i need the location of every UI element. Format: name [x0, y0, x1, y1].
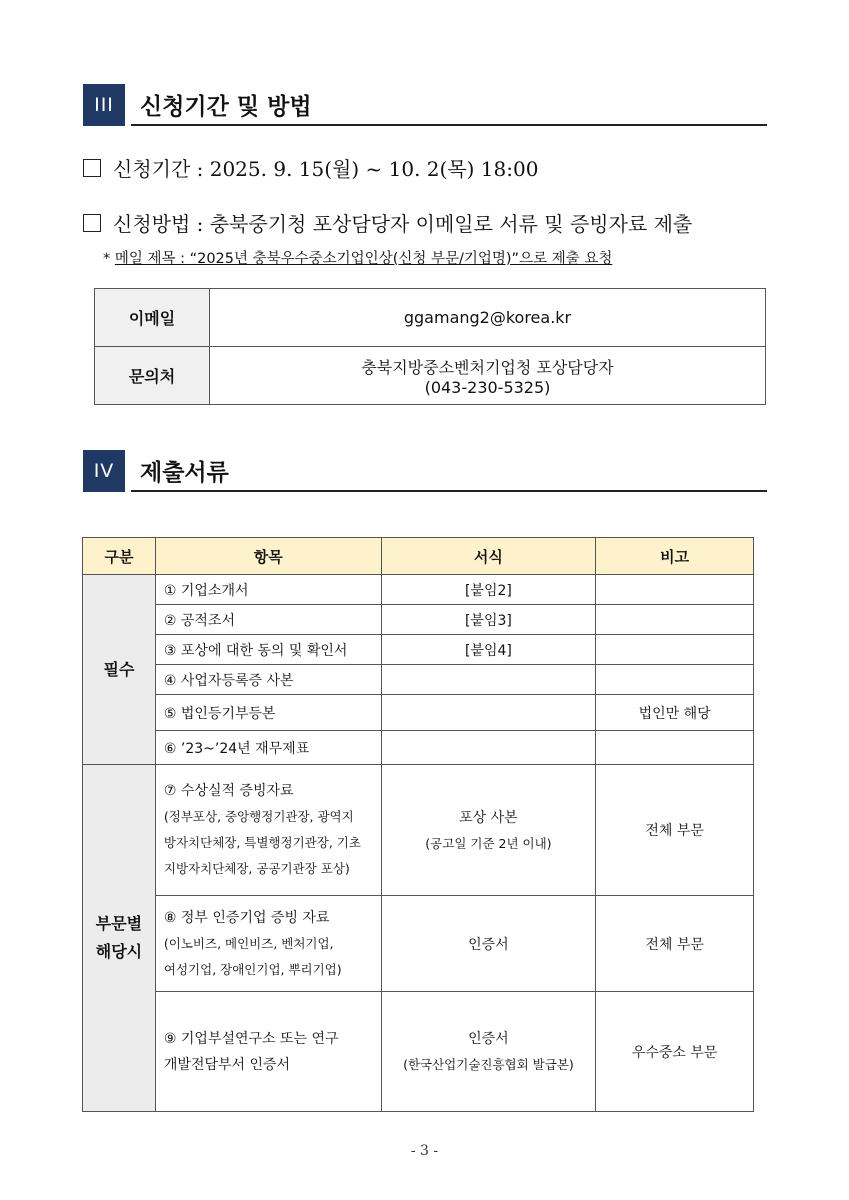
remark-cell — [596, 575, 754, 605]
remark-cell: 우수중소 부문 — [596, 992, 754, 1112]
form-cell: [붙임4] — [381, 635, 596, 665]
application-method — [83, 208, 692, 237]
section-3-title: 신청기간 및 방법 — [140, 94, 312, 120]
row7-desc-3: 지방자치단체장, 공공기관장 포상) — [163, 861, 350, 876]
remark-cell: 전체 부문 — [596, 765, 754, 896]
row7-desc-2: 방자치단체장, 특별행정기관장, 기초 — [163, 835, 361, 850]
email-value: ggamang2@korea.kr — [210, 289, 766, 347]
checkbox-square-icon — [83, 214, 101, 232]
table-row — [83, 731, 754, 765]
inquiry-value — [210, 347, 766, 405]
remark-cell: 법인만 해당 — [596, 695, 754, 731]
form-cell — [381, 731, 596, 765]
application-period — [83, 153, 538, 182]
table-row — [83, 665, 754, 695]
table-header-row — [83, 538, 754, 575]
note-asterisk: * — [103, 251, 111, 267]
remark-cell: 전체 부문 — [596, 896, 754, 992]
table-row — [95, 289, 766, 347]
inquiry-office: 충북지방중소벤처기업청 포상담당자 — [361, 357, 614, 377]
section-4-number: IV — [83, 450, 125, 492]
remark-cell — [596, 635, 754, 665]
category-required: 필수 — [83, 575, 156, 765]
table-row — [83, 635, 754, 665]
table-row — [83, 765, 754, 896]
header-form: 서식 — [381, 538, 596, 575]
page-number: - 3 - — [410, 1143, 439, 1159]
category-optional-line1: 부문별 — [95, 914, 143, 933]
row9-form-note: (한국산업기술진흥협회 발급본) — [403, 1057, 574, 1072]
section-3-number: III — [83, 84, 125, 126]
item-cell — [155, 992, 381, 1112]
remark-cell — [596, 665, 754, 695]
application-method-text: 신청방법 : 충북중기청 포상담당자 이메일로 서류 및 증빙자료 제출 — [113, 212, 693, 236]
inquiry-phone: (043-230-5325) — [424, 377, 551, 397]
row7-desc-1: (정부포상, 중앙행정기관장, 광역지 — [163, 809, 354, 824]
table-row — [95, 347, 766, 405]
row8-desc-2: 여성기업, 장애인기업, 뿌리기업) — [163, 961, 342, 977]
inquiry-label: 문의처 — [95, 347, 210, 405]
application-period-text: 신청기간 : 2025. 9. 15(월) ~ 10. 2(목) 18:00 — [113, 157, 539, 181]
header-remark: 비고 — [596, 538, 754, 575]
email-label: 이메일 — [95, 289, 210, 347]
table-row — [83, 605, 754, 635]
header-category: 구분 — [83, 538, 156, 575]
row9-item-2: 개발전담부서 인증서 — [163, 1056, 291, 1073]
item-cell: ① 기업소개서 — [155, 575, 381, 605]
row9-item-1: ⑨ 기업부설연구소 또는 연구 — [163, 1030, 339, 1047]
header-item: 항목 — [155, 538, 381, 575]
mail-subject-note — [103, 247, 612, 268]
table-row — [83, 992, 754, 1112]
form-cell — [381, 665, 596, 695]
item-cell: ④ 사업자등록증 사본 — [155, 665, 381, 695]
form-cell — [381, 695, 596, 731]
item-cell: ⑤ 법인등기부등본 — [155, 695, 381, 731]
remark-cell — [596, 605, 754, 635]
remark-cell — [596, 731, 754, 765]
form-cell — [381, 765, 596, 896]
category-optional-line2: 해당시 — [95, 942, 143, 961]
form-cell: [붙임3] — [381, 605, 596, 635]
item-cell: ⑥ ’23~’24년 재무제표 — [155, 731, 381, 765]
row9-form: 인증서 — [468, 1031, 509, 1047]
form-cell: 인증서 — [381, 896, 596, 992]
section-3-rule — [131, 124, 767, 126]
table-row — [83, 575, 754, 605]
note-text: 메일 제목 : “2025년 충북우수중소기업인상(신청 부문/기업명)”으로 제출 요청 — [114, 251, 613, 267]
item-cell — [155, 896, 381, 992]
row7-item: ⑦ 수상실적 증빙자료 — [163, 783, 294, 799]
section-4-header — [83, 450, 767, 492]
row8-item: ⑧ 정부 인증기업 증빙 자료 — [163, 909, 330, 926]
row7-form: 포상 사본 — [459, 809, 518, 826]
documents-table — [82, 537, 754, 1112]
section-4-rule — [131, 490, 767, 492]
table-row — [83, 896, 754, 992]
section-4-title: 제출서류 — [140, 460, 229, 486]
category-optional — [83, 765, 156, 1112]
item-cell — [155, 765, 381, 896]
contact-table — [94, 288, 766, 405]
section-3-header — [83, 84, 767, 126]
checkbox-square-icon — [83, 159, 101, 177]
row8-desc-1: (이노비즈, 메인비즈, 벤처기업, — [163, 935, 334, 951]
row7-form-note: (공고일 기준 2년 이내) — [425, 835, 552, 851]
item-cell: ③ 포상에 대한 동의 및 확인서 — [155, 635, 381, 665]
form-cell — [381, 992, 596, 1112]
item-cell: ② 공적조서 — [155, 605, 381, 635]
form-cell: [붙임2] — [381, 575, 596, 605]
table-row — [83, 695, 754, 731]
